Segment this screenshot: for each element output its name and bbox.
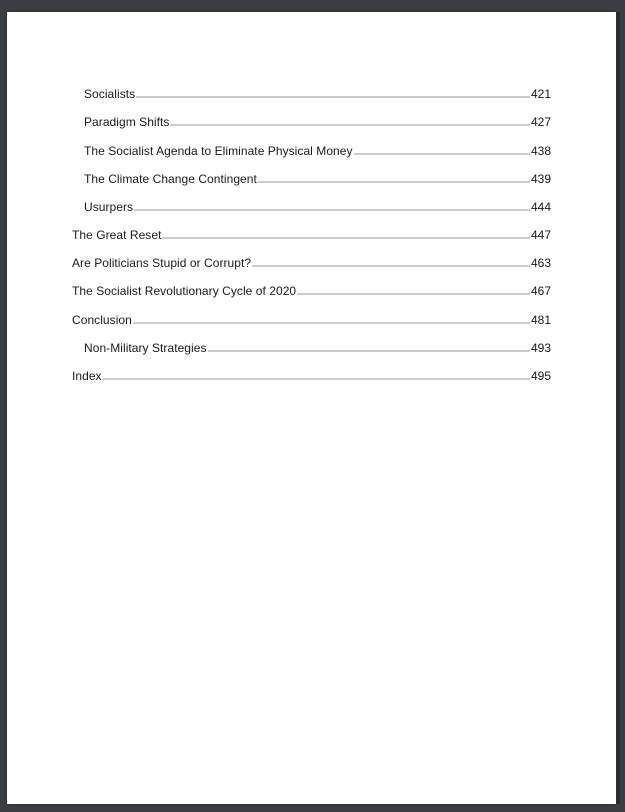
toc-dot-leader bbox=[170, 124, 530, 126]
toc-entry-page: 463 bbox=[530, 256, 551, 270]
toc-dot-leader bbox=[162, 237, 530, 239]
toc-entry-title: The Socialist Agenda to Eliminate Physical Money bbox=[84, 144, 353, 158]
toc-entry-page: 439 bbox=[530, 172, 551, 186]
toc-entry-paradigm-shifts[interactable] bbox=[84, 113, 551, 129]
toc-entry-page: 421 bbox=[530, 87, 551, 101]
toc-dot-leader bbox=[133, 322, 530, 324]
toc-entry-socialist-agenda[interactable] bbox=[84, 142, 551, 158]
toc-entry-climate-change[interactable] bbox=[84, 170, 551, 186]
toc-dot-leader bbox=[208, 350, 530, 352]
toc-entry-usurpers[interactable] bbox=[84, 198, 551, 214]
table-of-contents bbox=[7, 12, 616, 804]
toc-entry-revolutionary-cycle[interactable] bbox=[72, 282, 551, 298]
toc-entry-title: Conclusion bbox=[72, 313, 132, 327]
toc-dot-leader bbox=[134, 209, 530, 211]
toc-entry-page: 447 bbox=[530, 228, 551, 242]
toc-entry-title: Non-Military Strategies bbox=[84, 341, 207, 355]
toc-entry-conclusion[interactable] bbox=[72, 311, 551, 327]
toc-dot-leader bbox=[297, 293, 530, 295]
toc-dot-leader bbox=[136, 96, 530, 98]
toc-dot-leader bbox=[258, 181, 530, 183]
toc-entry-socialists[interactable] bbox=[84, 85, 551, 101]
toc-entry-title: Socialists bbox=[84, 87, 136, 101]
toc-entry-politicians[interactable] bbox=[72, 254, 551, 270]
toc-dot-leader bbox=[354, 153, 530, 155]
toc-dot-leader bbox=[103, 378, 530, 380]
toc-entry-non-military[interactable] bbox=[84, 339, 551, 355]
toc-entry-great-reset[interactable] bbox=[72, 226, 551, 242]
toc-entry-title: The Socialist Revolutionary Cycle of 2020 bbox=[72, 284, 297, 298]
toc-entry-page: 495 bbox=[530, 369, 551, 383]
toc-entry-title: Paradigm Shifts bbox=[84, 115, 170, 129]
toc-entry-title: Usurpers bbox=[84, 200, 134, 214]
page-edge-shadow bbox=[616, 12, 620, 804]
toc-entry-page: 493 bbox=[530, 341, 551, 355]
toc-entry-title: The Great Reset bbox=[72, 228, 162, 242]
toc-entry-page: 438 bbox=[530, 144, 551, 158]
viewer-background bbox=[0, 0, 625, 12]
toc-entry-page: 467 bbox=[530, 284, 551, 298]
toc-entry-page: 444 bbox=[530, 200, 551, 214]
toc-entry-title: Are Politicians Stupid or Corrupt? bbox=[72, 256, 252, 270]
toc-entry-page: 481 bbox=[530, 313, 551, 327]
document-page bbox=[7, 12, 616, 804]
toc-entry-page: 427 bbox=[530, 115, 551, 129]
toc-dot-leader bbox=[252, 265, 530, 267]
toc-entry-index[interactable] bbox=[72, 367, 551, 383]
toc-entry-title: The Climate Change Contingent bbox=[84, 172, 257, 186]
toc-entry-title: Index bbox=[72, 369, 102, 383]
